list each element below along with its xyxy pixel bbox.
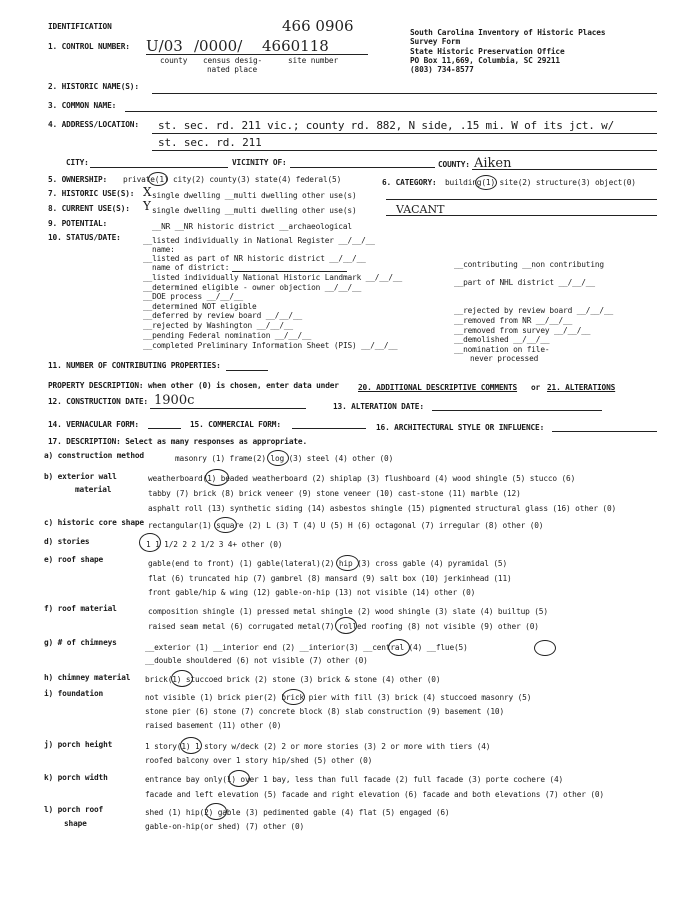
interior-circle [388, 639, 410, 656]
roof-material-l1: composition shingle (1) pressed metal shingle (2) wood shingle (3) slate (4) builtup (5) [148, 607, 548, 616]
porch-width-l2: facade and left elevation (5) facade and right elevation (6) facade and both elevations (7) other (0) [145, 790, 604, 799]
commercial-form-label: 15. COMMERCIAL FORM: [190, 420, 281, 429]
porch-roof-label-1: l) porch roof [44, 805, 104, 814]
foundation-l1: not visible (1) brick pier(2) brick pier with fill (3) brick (4) stuccoed masonry (5) [145, 693, 532, 702]
status-l2: name: [152, 245, 175, 254]
ownership-options: private(1) city(2) county(3) state(4) federal(5) [123, 175, 342, 184]
hip-roof-circle [205, 803, 227, 820]
address-underline-1 [152, 133, 657, 134]
site-sublabel: site number [288, 56, 338, 65]
entrance-bay-circle [228, 770, 250, 787]
chimneys-l2: __double shouldered (6) not visible (7) other (0) [145, 656, 368, 665]
county-sublabel: county [160, 56, 188, 65]
exterior-wall-label-2: material [75, 485, 112, 494]
exterior-wall-l3: asphalt roll (13) synthetic siding (14) asbestos shingle (15) pigmented structural glass (16) other (0) [148, 504, 617, 513]
potential-label: 9. POTENTIAL: [48, 219, 108, 228]
census-sublabel-2: nated place [207, 65, 257, 74]
common-name-line [125, 111, 657, 112]
county-value: Aiken [474, 156, 512, 171]
construction-date-value: 1900c [154, 393, 195, 408]
alterations-ref: 21. ALTERATIONS [547, 383, 616, 392]
historic-name-line [152, 93, 657, 94]
core-shape-label: c) historic core shape [44, 518, 144, 527]
construction-method-options: masonry (1) frame(2) log (3) steel (4) other (0) [175, 454, 394, 463]
county-label: COUNTY: [438, 160, 470, 169]
architectural-style-line [552, 431, 657, 432]
exterior-wall-label-1: b) exterior wall [44, 472, 117, 481]
agency-line-1: South Carolina Inventory of Historic Places [410, 28, 606, 37]
construction-date-label: 12. CONSTRUCTION DATE: [48, 397, 148, 406]
historic-use-check-mark: X [143, 185, 152, 199]
roof-shape-l2: flat (6) truncated hip (7) gambrel (8) mansard (9) salt box (10) jerkinhead (11) [148, 574, 512, 583]
alteration-date-label: 13. ALTERATION DATE: [333, 402, 424, 411]
historic-use-label: 7. HISTORIC USE(S): [48, 189, 135, 198]
exterior-wall-l2: tabby (7) brick (8) brick veneer (9) stone veneer (10) cast-stone (11) marble (12) [148, 489, 521, 498]
property-description-note: PROPERTY DESCRIPTION: when other (0) is chosen, enter data under [48, 381, 339, 390]
agency-line-5: (803) 734-8577 [410, 65, 474, 74]
common-name-label: 3. COMMON NAME: [48, 101, 117, 110]
additional-comments-ref: 20. ADDITIONAL DESCRIPTIVE COMMENTS [358, 383, 518, 392]
historic-use-options: single dwelling __multi dwelling other use(s) [152, 191, 357, 200]
contributing-properties-label: 11. NUMBER OF CONTRIBUTING PROPERTIES: [48, 361, 221, 370]
status-r6: __demolished __/__/__ [454, 335, 550, 344]
corrugated-metal-circle [335, 617, 357, 634]
architectural-style-label: 16. ARCHITECTURAL STYLE OR INFLUENCE: [376, 423, 545, 432]
status-l3: __listed as part of NR historic district __/__/__ [143, 254, 366, 263]
chimneys-l1: __exterior (1) __interior end (2) __interior(3) __central (4) __flue(5) [145, 643, 468, 652]
chimneys-label: g) # of chimneys [44, 638, 117, 647]
status-l8: __determined NOT eligible [143, 302, 257, 311]
porch-roof-l1: shed (1) hip(2) gable (3) pedimented gable (4) flat (5) engaged (6) [145, 808, 450, 817]
one-story-circle [139, 533, 161, 552]
porch-height-l1: 1 story(1) 1 story w/deck (2) 2 or more stories (3) 2 or more with tiers (4) [145, 742, 491, 751]
current-use-label: 8. CURRENT USE(S): [48, 204, 130, 213]
current-use-check-mark: Y [143, 199, 151, 213]
handwritten-top-number: 466 0906 [282, 17, 354, 35]
description-heading: 17. DESCRIPTION: Select as many responses as appropriate. [48, 437, 308, 446]
status-l9: __deferred by review board __/__/__ [143, 311, 303, 320]
core-shape-options: rectangular(1) square (2) L (3) T (4) U (5) H (6) octagonal (7) irregular (8) other (0) [148, 521, 544, 530]
status-l5: __listed individually National Historic Landmark __/__/__ [143, 273, 403, 282]
status-l6: __determined eligible - owner objection __/__/__ [143, 283, 362, 292]
roof-material-label: f) roof material [44, 604, 117, 613]
agency-line-4: PO Box 11,669, Columbia, SC 29211 [410, 56, 560, 65]
ownership-label: 5. OWNERSHIP: [48, 175, 108, 184]
control-number-line [146, 54, 368, 55]
brick-pier-circle [282, 689, 305, 705]
status-l12: __completed Preliminary Information Sheet (PIS) __/__/__ [143, 341, 398, 350]
construction-date-line [150, 408, 306, 409]
census-sublabel-1: census desig- [203, 56, 263, 65]
porch-roof-l2: gable-on-hip(or shed) (7) other (0) [145, 822, 305, 831]
roof-material-l2: raised seam metal (6) corrugated metal(7) rolled roofing (8) not visible (9) other (0) [148, 622, 539, 631]
agency-line-2: Survey Form [410, 37, 460, 46]
exterior-wall-l1: weatherboard(1) beaded weatherboard (2) shiplap (3) flushboard (4) wood shingle (5) stucco (6) [148, 474, 576, 483]
historic-other-line [386, 199, 657, 200]
category-options: building(1) site(2) structure(3) object(0) [445, 178, 636, 187]
status-r8: never processed [470, 354, 539, 363]
vicinity-line [290, 167, 435, 168]
status-r1: __contributing __non contributing [454, 260, 604, 269]
status-l4: name of district: [152, 263, 230, 272]
potential-options: __NR __NR historic district __archaeological [152, 222, 352, 231]
vernacular-form-label: 14. VERNACULAR FORM: [48, 420, 139, 429]
chimney-material-options: brick(1) stuccoed brick (2) stone (3) brick & stone (4) other (0) [145, 675, 441, 684]
status-r7: __nomination on file- [454, 345, 550, 354]
porch-width-label: k) porch width [44, 773, 108, 782]
status-l7: __DOE process __/__/__ [143, 292, 243, 301]
category-label: 6. CATEGORY: [382, 178, 437, 187]
district-name-line [232, 271, 347, 272]
flue-circle [534, 640, 556, 656]
foundation-l3: raised basement (11) other (0) [145, 721, 282, 730]
frame-circle [267, 450, 289, 466]
control-number-label: 1. CONTROL NUMBER: [48, 42, 130, 51]
status-r4: __removed from NR __/__/__ [454, 316, 573, 325]
stories-options: 1 1 1/2 2 2 1/2 3 4+ other (0) [146, 540, 283, 549]
current-use-options: single dwelling __multi dwelling other use(s) [152, 206, 357, 215]
rectangular-circle [214, 517, 237, 533]
status-l10: __rejected by Washington __/__/__ [143, 321, 293, 330]
contributing-properties-line [226, 370, 268, 371]
porch-width-l1: entrance bay only(1) over 1 bay, less than full facade (2) full facade (3) porte cochere (4) [145, 775, 564, 784]
address-underline-2 [152, 150, 657, 151]
status-r3: __rejected by review board __/__/__ [454, 306, 614, 315]
address-line-1: st. sec. rd. 211 vic.; county rd. 882, N side, .15 mi. W of its jct. w/ [158, 119, 615, 132]
foundation-l2: stone pier (6) stone (7) concrete block (8) slab construction (9) basement (10) [145, 707, 504, 716]
ownership-private-circle [148, 172, 168, 186]
city-label: CITY: [66, 158, 89, 167]
brick-chimney-circle [171, 670, 193, 687]
status-r5: __removed from survey __/__/__ [454, 326, 591, 335]
construction-method-label: a) construction method [44, 451, 144, 460]
historic-name-label: 2. HISTORIC NAME(S): [48, 82, 139, 91]
roof-shape-l3: front gable/hip & wing (12) gable-on-hip (13) not visible (14) other (0) [148, 588, 476, 597]
county-code: U/03 [146, 37, 183, 55]
stories-label: d) stories [44, 537, 90, 546]
one-story-porch-circle [180, 737, 202, 754]
status-l1: __listed individually in National Register __/__/__ [143, 236, 375, 245]
roof-shape-l1: gable(end to front) (1) gable(lateral)(2) hip (3) cross gable (4) pyramidal (5) [148, 559, 507, 568]
current-other-value: VACANT [396, 203, 445, 216]
category-building-circle [475, 175, 497, 190]
census-code: /0000/ [194, 37, 243, 55]
site-code: 4660118 [262, 37, 329, 55]
vernacular-form-line [148, 428, 181, 429]
status-label: 10. STATUS/DATE: [48, 233, 121, 242]
county-line [472, 169, 657, 170]
status-r2: __part of NHL district __/__/__ [454, 278, 595, 287]
roof-shape-label: e) roof shape [44, 555, 104, 564]
chimney-material-label: h) chimney material [44, 673, 131, 682]
city-line [90, 167, 228, 168]
status-l11: __pending Federal nomination __/__/__ [143, 331, 312, 340]
commercial-form-line [292, 428, 366, 429]
current-other-line [386, 215, 657, 216]
foundation-label: i) foundation [44, 689, 104, 698]
porch-height-label: j) porch height [44, 740, 113, 749]
address-label: 4. ADDRESS/LOCATION: [48, 120, 139, 129]
or-text: or [531, 383, 541, 392]
gable-lateral-circle [336, 555, 359, 571]
vicinity-label: VICINITY OF: [232, 158, 287, 167]
agency-line-3: State Historic Preservation Office [410, 47, 565, 56]
alteration-date-line [432, 410, 602, 411]
porch-height-l2: roofed balcony over 1 story hip/shed (5) other (0) [145, 756, 373, 765]
porch-roof-label-2: shape [64, 819, 87, 828]
identification-heading: IDENTIFICATION [48, 22, 112, 31]
address-line-2: st. sec. rd. 211 [158, 136, 262, 149]
weatherboard-circle [205, 469, 229, 486]
